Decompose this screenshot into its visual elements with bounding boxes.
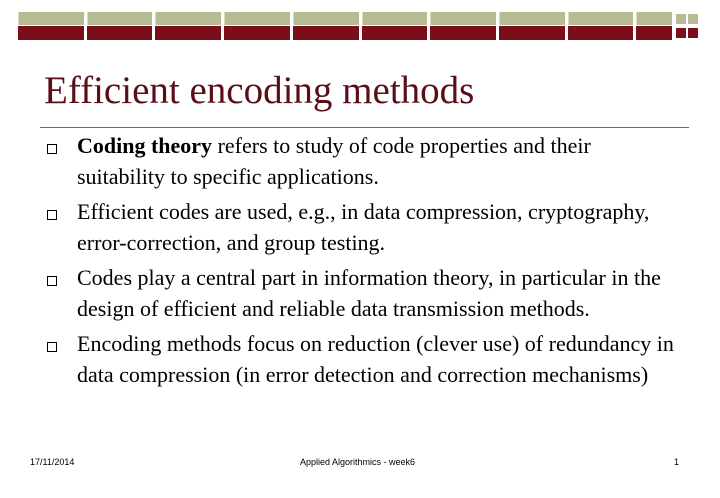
bullet-item bbox=[44, 263, 684, 324]
hollow-square-bullet-icon bbox=[47, 276, 57, 286]
hollow-square-bullet-icon bbox=[47, 210, 57, 220]
header-band-corner bbox=[672, 12, 702, 40]
header-band-green-row bbox=[18, 12, 702, 26]
footer-course-title: Applied Algorithmics - week6 bbox=[300, 457, 416, 467]
bullet-item bbox=[44, 197, 684, 258]
bullet-bold-term: Coding theory bbox=[77, 133, 213, 158]
hollow-square-bullet-icon bbox=[47, 342, 57, 352]
bullet-text: Efficient codes are used, e.g., in data compression, cryptography, error-correction, and group testing. bbox=[77, 199, 650, 255]
bullet-item bbox=[44, 329, 684, 390]
header-band-red-row bbox=[18, 26, 702, 40]
bullet-text: refers to study of code properties and their suitability to specific applications. bbox=[77, 133, 591, 189]
hollow-square-bullet-icon bbox=[47, 144, 57, 154]
bullet-text: Encoding methods focus on reduction (clever use) of redundancy in data compression (in error detection and correction mechanisms) bbox=[77, 331, 674, 387]
decorative-header-band bbox=[18, 12, 702, 40]
slide-title: Efficient encoding methods bbox=[44, 69, 475, 112]
bullet-list bbox=[44, 131, 684, 395]
footer-page-number: 1 bbox=[674, 457, 680, 467]
title-divider bbox=[40, 127, 689, 128]
bullet-text: Codes play a central part in information theory, in particular in the design of efficient and reliable data transmission methods. bbox=[77, 265, 661, 321]
bullet-item bbox=[44, 131, 684, 192]
footer-date: 17/11/2014 bbox=[30, 457, 75, 467]
